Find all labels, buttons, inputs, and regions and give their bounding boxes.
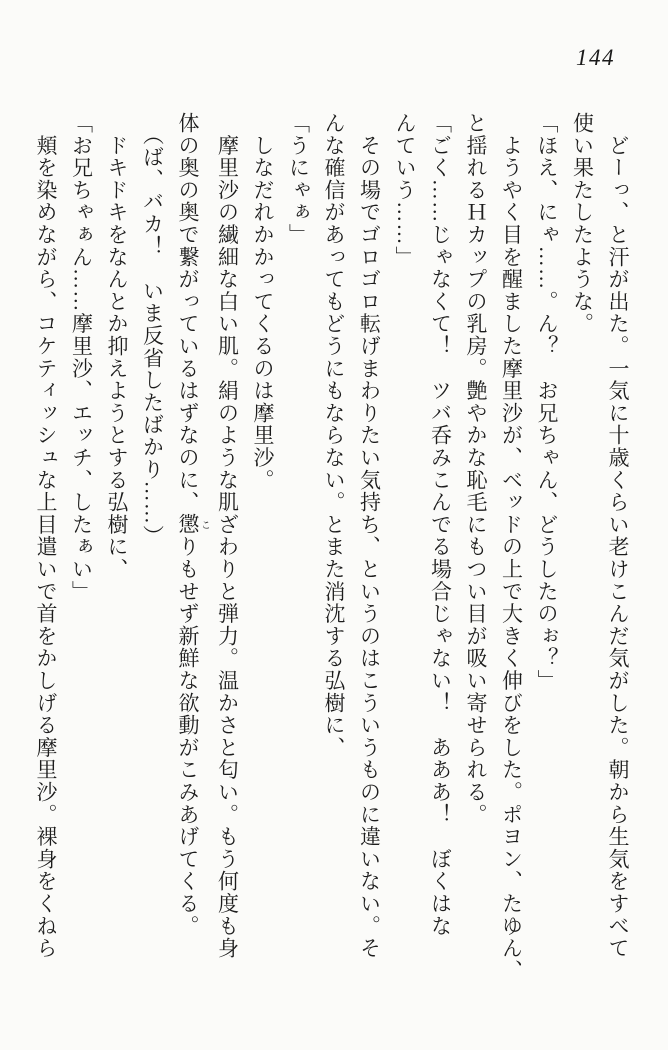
page-number: 144	[576, 45, 615, 70]
text-column: 「お兄ちゃぁん……摩里沙、エッチ、したぁい」	[69, 112, 94, 603]
text-column: 「うにゃぁ」	[286, 112, 311, 246]
text-column: 「ごく……じゃなくて！ ツバ呑みこんでる場合じゃない！ あああ！ ぼくはな	[428, 112, 453, 938]
text-column: ドキドキをなんとか抑えようとする弘樹に、	[105, 112, 129, 581]
text-column: 摩里沙の繊細な白い肌。絹のような肌ざわりと弾力。温かさと匂い。もう何度も身	[215, 112, 240, 960]
text-column: んていう……」	[393, 112, 417, 269]
text-column: ようやく目を醒ました摩里沙が、ベッドの上で大きく伸びをした。ポヨン、たゆん、	[499, 112, 524, 982]
text-column: んな確信があってもどうにもならない。とまた消沈する弘樹に、	[322, 112, 346, 759]
text-column: どーっ、と汗が出た。一気に十歳くらい老けこんだ気がした。朝から生気をすべて	[606, 112, 630, 960]
text-column: （ば、バカ！ いま反省したばかり……）	[140, 112, 165, 548]
text-column: しなだれかかってくるのは摩里沙。	[251, 112, 275, 492]
text-column: その場でゴロゴロ転げまわりたい気持ち、というのはこういうものに違いない。そ	[357, 112, 382, 960]
text-column: 「ほえ、にゃ……。ん？ お兄ちゃん、どうしたのぉ？」	[535, 112, 559, 692]
text-column: と揺れるＨカップの乳房。艶やかな恥毛にもつい目が吸い寄せられる。	[464, 112, 488, 826]
furigana-ruby: 懲こ	[176, 513, 210, 536]
text-column: 使い果たしたような。	[570, 112, 595, 335]
vertical-text-area	[28, 112, 636, 1012]
text-column: 頬を染めながら、コケティッシュな上目遣いで首をかしげる摩里沙。裸身をくねら	[34, 112, 58, 960]
text-column: 体の奥の奥で繋がっているはずなのに、懲こりもせず新鮮な欲動がこみあげてくる。	[176, 112, 210, 938]
